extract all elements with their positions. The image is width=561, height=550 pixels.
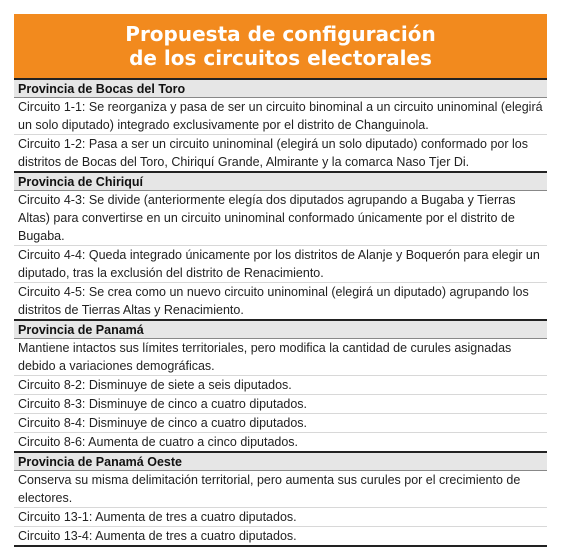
section-paragraph: Circuito 13-4: Aumenta de tres a cuatro diputados. (18, 529, 297, 543)
info-card (14, 14, 547, 547)
section-title: Provincia de Panamá Oeste (14, 451, 547, 471)
section-title: Provincia de Bocas del Toro (14, 78, 547, 98)
section-paragraph: Circuito 8-6: Aumenta de cuatro a cinco diputados. (18, 435, 299, 449)
section-paragraph: Circuito 1-1: Se reorganiza y pasa de ser un circuito binominal a un circuito uninominal (elegirá un solo diputado) integrado exclusivamente por el distrito de Changuinola. (14, 98, 547, 135)
header-title-line1: Propuesta de configuración (125, 22, 436, 46)
section-bocas-del-toro (14, 78, 547, 171)
section-panama (14, 319, 547, 451)
section-paragraph: Circuito 8-4: Disminuye de cinco a cuatro diputados. (14, 414, 547, 433)
section-paragraph: Circuito 4-3: Se divide (anteriormente elegía dos diputados agrupando a Bugaba y Tierras Altas) para convertirse en un circuito uninominal conformado únicamente por el distrito de Bugaba. (14, 191, 547, 246)
section-title: Provincia de Panamá (14, 319, 547, 339)
section-paragraph: Circuito 1-2: Pasa a ser un circuito uninominal (elegirá un solo diputado) conformado por los distritos de Bocas del Toro, Chiriquí Grande, Almirante y la comarca Naso Tjer Di. (18, 137, 528, 169)
section-panama-oeste (14, 451, 547, 545)
section-paragraph: Mantiene intactos sus límites territoriales, pero modifica la cantidad de curules asignadas debido a variaciones demográficas. (14, 339, 547, 376)
section-paragraph: Circuito 13-1: Aumenta de tres a cuatro diputados. (14, 508, 547, 527)
section-paragraph: Circuito 8-3: Disminuye de cinco a cuatro diputados. (14, 395, 547, 414)
bottom-divider (14, 545, 547, 547)
card-header (14, 14, 547, 78)
section-paragraph: Circuito 4-4: Queda integrado únicamente por los distritos de Alanje y Boquerón para elegir un diputado, tras la exclusión del distrito de Renacimiento. (14, 246, 547, 283)
section-paragraph: Conserva su misma delimitación territorial, pero aumenta sus curules por el crecimiento de electores. (14, 471, 547, 508)
header-title-line2: de los circuitos electorales (129, 46, 432, 70)
section-title: Provincia de Chiriquí (14, 171, 547, 191)
section-chiriqui (14, 171, 547, 319)
section-paragraph: Circuito 4-5: Se crea como un nuevo circuito uninominal (elegirá un diputado) agrupando los distritos de Tierras Altas y Renacimiento. (18, 285, 529, 317)
section-paragraph: Circuito 8-2: Disminuye de siete a seis diputados. (14, 376, 547, 395)
